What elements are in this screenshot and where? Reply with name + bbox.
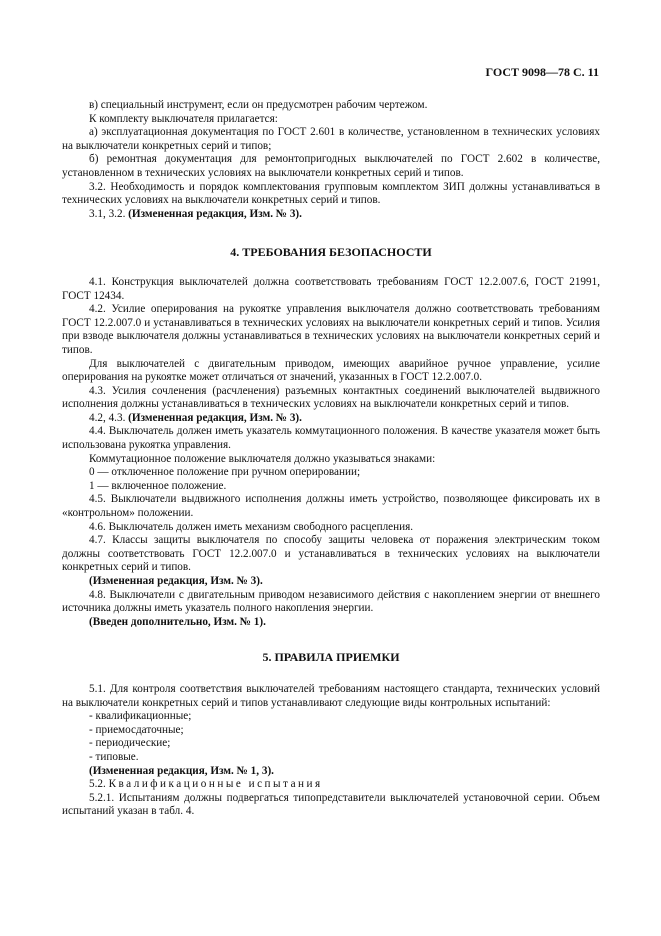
paragraph	[62, 153, 600, 180]
page-content	[62, 99, 600, 819]
paragraph-text: 4.8. Выключатели с двигательным приводом независимого действия с накоплением энергии от внешнего источника должны иметь указатель полного накопления энергии.	[62, 588, 600, 615]
paragraph-text: Для выключателей с двигательным приводом, имеющих аварийное ручное управление, усилие оперирования на рукоятке может отличаться от значений, указанных в ГОСТ 12.2.007.0.	[62, 357, 600, 384]
paragraph	[62, 616, 600, 630]
amendment-note: (Измененная редакция, Изм. № 3).	[89, 575, 263, 587]
section4-body	[62, 276, 600, 629]
paragraph-5-2-1: 5.2.1. Испытаниям должны подвергаться типопредставители выключателей установочной серии. Объем испытаний указан в табл. 4.	[62, 791, 600, 818]
page-header: ГОСТ 9098—78 С. 11	[485, 65, 599, 79]
list-item: - периодические;	[89, 737, 171, 750]
amendment-note: (Введен дополнительно, Изм. № 1).	[89, 615, 266, 628]
paragraph-text: 3.1, 3.2.	[89, 207, 129, 220]
paragraph	[62, 425, 600, 452]
section5-title: 5. ПРАВИЛА ПРИЕМКИ	[262, 650, 400, 665]
paragraph-text: 4.1. Конструкция выключателей должна соответствовать требованиям ГОСТ 12.2.007.6, ГОСТ 21991, ГОСТ 12434.	[62, 275, 600, 302]
paragraph-text: 4.3. Усилия сочленения (расчленения) разъемных контактных соединений выключателей выдвижного исполнения должны устанавливаться в технических условиях на выключатели конкретных серий и типов.	[62, 384, 600, 411]
amendment-note: (Измененная редакция, Изм. № 3).	[128, 411, 302, 424]
amendment-note: (Измененная редакция, Изм. № 1, 3).	[89, 764, 274, 777]
paragraph	[62, 521, 600, 535]
paragraph	[62, 99, 600, 113]
paragraph-5-2	[62, 778, 600, 792]
paragraph-text: 4.7. Классы защиты выключателя по способу защиты человека от поражения электрическим током должны соответствовать ГОСТ 12.2.007.0 и устанавливаться в технических условиях на выключатели конкретных серий и типов.	[62, 534, 600, 574]
paragraph	[62, 126, 600, 153]
paragraph	[62, 589, 600, 616]
list-item: - типовые.	[89, 750, 139, 763]
paragraph	[62, 276, 600, 303]
paragraph-text: 4.5. Выключатели выдвижного исполнения должны иметь устройство, позволяющее фиксировать их в «контрольном» положении.	[62, 493, 600, 520]
paragraph-text: 4.2, 4.3.	[89, 411, 129, 424]
paragraph	[62, 493, 600, 520]
paragraph-text: К комплекту выключателя прилагается:	[89, 112, 278, 125]
paragraph	[62, 208, 600, 222]
paragraph	[62, 534, 600, 575]
paragraph-text: 4.4. Выключатель должен иметь указатель коммутационного положения. В качестве указателя может быть использована рукоятка управления.	[62, 425, 600, 452]
paragraph-number: 5.2.	[89, 778, 109, 791]
paragraph-text: 3.2. Необходимость и порядок комплектования групповым комплектом ЗИП должны устанавливаться в технических условиях на выключатели конкретных серий и типов.	[62, 180, 600, 207]
paragraph	[62, 303, 600, 357]
paragraph-text: а) эксплуатационная документация по ГОСТ 2.601 в количестве, установленном в технических условиях на выключатели конкретных серий и типов;	[62, 126, 600, 152]
list-item: - квалификационные;	[89, 710, 192, 723]
paragraph	[62, 466, 600, 480]
test-types-list	[62, 710, 600, 764]
paragraph-text: 4.2. Усилие оперирования на рукоятке управления выключателя должно соответствовать требованиям ГОСТ 12.2.007.0 и устанавливаться в технических условиях на выключатели конкретных серий и типов. Усилия при взводе выключателя должны устанавливаться в технических условиях на выключатели конкретных серий и типов.	[62, 303, 600, 356]
paragraph-text: в) специальный инструмент, если он предусмотрен рабочим чертежом.	[89, 99, 428, 111]
subsection-title: Квалификационные испытания	[108, 778, 323, 791]
paragraph-text: 4.6. Выключатель должен иметь механизм свободного расцепления.	[89, 520, 414, 533]
paragraph	[62, 181, 600, 208]
list-item: - приемосдаточные;	[89, 723, 184, 736]
paragraph	[62, 575, 600, 589]
section3-continuation	[62, 99, 600, 221]
paragraph	[62, 453, 600, 467]
section4-title: 4. ТРЕБОВАНИЯ БЕЗОПАСНОСТИ	[230, 245, 432, 260]
amendment-note: (Измененная редакция, Изм. № 3).	[128, 207, 302, 220]
paragraph	[62, 113, 600, 127]
paragraph-5-1: 5.1. Для контроля соответствия выключателей требованиям настоящего стандарта, технических условий на выключатели конкретных серий и типов устанавливают следующие виды контрольных испытаний:	[62, 682, 600, 709]
paragraph	[62, 412, 600, 426]
paragraph-text: б) ремонтная документация для ремонтопригодных выключателей по ГОСТ 2.602 в количестве, установленном в технических условиях на выключатели конкретных серий и типов.	[62, 153, 600, 179]
paragraph	[62, 480, 600, 494]
paragraph-text: 1 — включенное положение.	[89, 479, 227, 492]
paragraph	[62, 358, 600, 385]
paragraph	[62, 385, 600, 412]
paragraph-text: Коммутационное положение выключателя должно указываться знаками:	[89, 452, 436, 465]
paragraph-text: 0 — отключенное положение при ручном оперировании;	[89, 466, 361, 479]
